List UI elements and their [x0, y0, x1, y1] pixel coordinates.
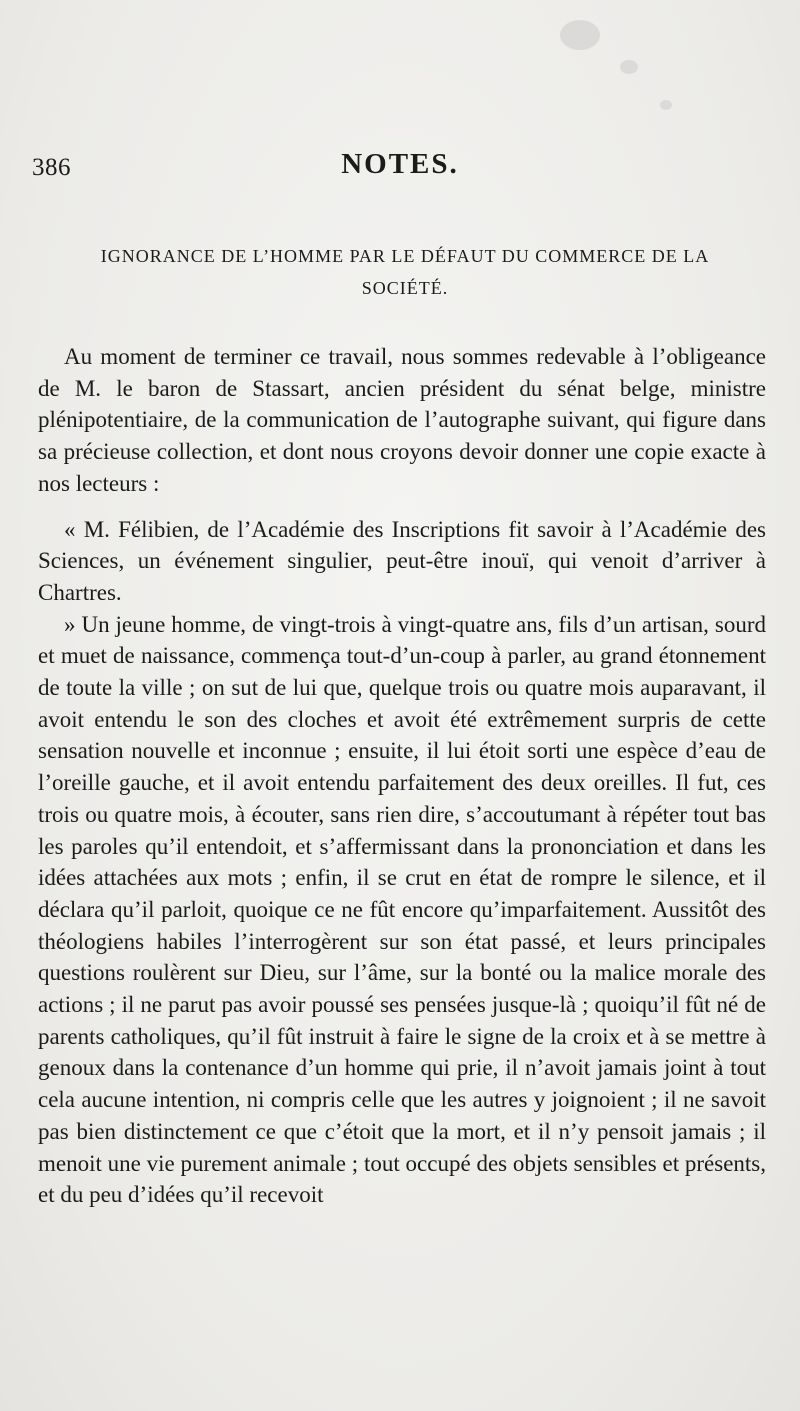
running-head: NOTES. [341, 148, 459, 180]
body-text [38, 341, 766, 1211]
scan-speck [620, 60, 638, 74]
paragraph-quote-body: » Un jeune homme, de vingt-trois à vingt-quatre ans, fils d’un artisan, sourd et muet de naissance, commença tout-d’un-coup à parler, au grand étonnement de toute la ville ; on sut de lui que, quelque trois ou quatre mois auparavant, il avoit entendu le son des cloches et avoit été extrêmement surpris de cette sensation nouvelle et inconnue ; ensuite, il lui étoit sorti une espèce d’eau de l’oreille gauche, et il avoit entendu parfaitement des deux oreilles. Il fut, ces trois ou quatre mois, à écouter, sans rien dire, s’accoutumant à répéter tout bas les paroles qu’il entendoit, et s’affermissant dans la prononciation et dans les idées attachées aux mots ; enfin, il se crut en état de rompre le silence, et il déclara qu’il parloit, quoique ce ne fût encore qu’imparfaitement. Aussitôt des théologiens habiles l’interrogèrent sur son état passé, et leurs principales questions roulèrent sur Dieu, sur l’âme, sur la bonté ou la malice morale des actions ; il ne parut pas avoir poussé ses pensées jusque-là ; quoiqu’il fût né de parents catholiques, qu’il fût instruit à faire le signe de la croix et à se mettre à genoux dans la contenance d’un homme qui prie, il n’avoit jamais joint à tout cela aucune intention, ni compris celle que les autres y joignoient ; il ne savoit pas bien distinctement ce que c’étoit que la mort, et il n’y pensoit jamais ; il menoit une vie purement animale ; tout occupé des objets sensibles et présents, et du peu d’idées qu’il recevoit [38, 611, 766, 1208]
scan-speck [660, 100, 672, 110]
paragraph-quote-start: « M. Félibien, de l’Académie des Inscriptions fit savoir à l’Académie des Sciences, un événement singulier, peut-être inouï, qui venoit d’arriver à Chartres. [38, 516, 766, 605]
section-title: IGNORANCE DE L’HOMME PAR LE DÉFAUT DU COMMERCE DE LA SOCIÉTÉ. [100, 246, 710, 298]
scan-speck [560, 20, 600, 50]
page-number: 386 [32, 154, 71, 181]
paragraph-intro: Au moment de terminer ce travail, nous sommes redevable à l’obligeance de M. le baron de Stassart, ancien président du sénat belge, ministre plénipotentiaire, de la communication de l’autographe suivant, qui figure dans sa précieuse collection, et dont nous croyons devoir donner une copie exacte à nos lecteurs : [38, 344, 766, 496]
page-header [32, 148, 768, 188]
